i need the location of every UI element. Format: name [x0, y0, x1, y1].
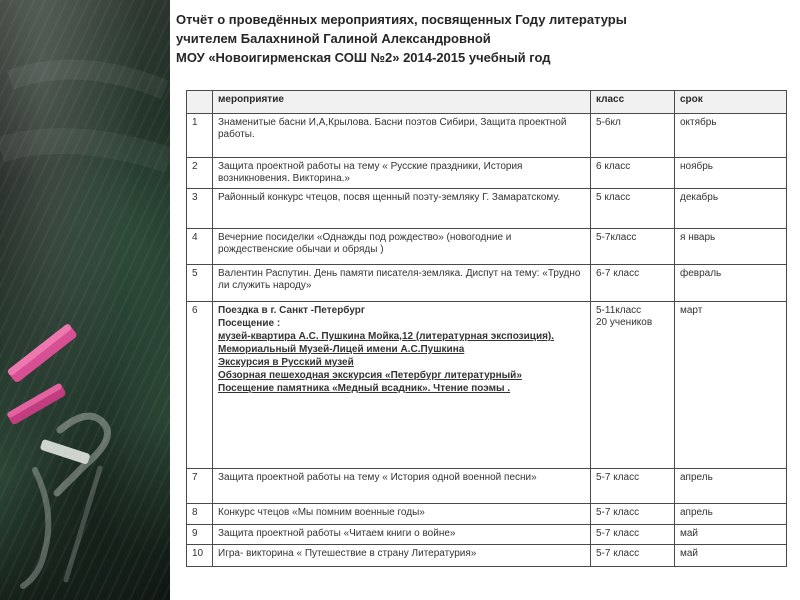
event-link-line[interactable]: музей-квартира А.С. Пушкина Мойка,12 (литературная экспозиция).: [218, 331, 555, 342]
event-link-line[interactable]: Обзорная пешеходная экскурсия «Петербург литературный»: [218, 370, 522, 381]
term-cell: май: [675, 545, 787, 567]
event-cell: Конкурс чтецов «Мы помним военные годы»: [213, 504, 591, 525]
title-line-1: Отчёт о проведённых мероприятиях, посвященных Году литературы: [176, 12, 627, 27]
header-number: [187, 91, 213, 114]
grade-line: 20 учеников: [596, 317, 653, 328]
row-number: 8: [187, 504, 213, 525]
header-event: мероприятие: [213, 91, 591, 114]
grade-cell: 6-7 класс: [591, 265, 675, 302]
events-table: [186, 90, 787, 567]
event-cell: Знаменитые басни И,А,Крылова. Басни поэтов Сибири, Защита проектной работы.: [213, 114, 591, 158]
row-number: 9: [187, 525, 213, 545]
term-cell: апрель: [675, 469, 787, 504]
event-cell: Районный конкурс чтецов, посвя щенный поэту-земляку Г. Замаратскому.: [213, 189, 591, 229]
grade-cell: 5-7класс: [591, 229, 675, 265]
grade-cell: 5-6кл: [591, 114, 675, 158]
row-number: 5: [187, 265, 213, 302]
row-number: 3: [187, 189, 213, 229]
term-cell: май: [675, 525, 787, 545]
table-row: [187, 525, 787, 545]
row-number: 2: [187, 158, 213, 189]
table-row: [187, 504, 787, 525]
event-link-line[interactable]: Посещение памятника «Медный всадник». Чтение поэмы .: [218, 383, 511, 394]
term-cell: апрель: [675, 504, 787, 525]
event-link-line[interactable]: Мемориальный Музей-Лицей имени А.С.Пушкина: [218, 344, 465, 355]
event-cell: Защита проектной работы «Читаем книги о войне»: [213, 525, 591, 545]
table-row: [187, 469, 787, 504]
chalk-decoration: [0, 0, 170, 600]
grade-cell: 5-7 класс: [591, 469, 675, 504]
row-number: 4: [187, 229, 213, 265]
grade-cell: 5-7 класс: [591, 525, 675, 545]
chalkboard-image: [0, 0, 170, 600]
term-cell: март: [675, 302, 787, 469]
term-cell: декабрь: [675, 189, 787, 229]
white-chalk-stick: [40, 439, 91, 465]
table-row: [187, 229, 787, 265]
event-cell: Игра- викторина « Путешествие в страну Литературия»: [213, 545, 591, 567]
event-line: Посещение :: [218, 318, 281, 329]
grade-cell: [591, 302, 675, 469]
event-cell: Вечерние посиделки «Однажды под рождество» (новогодние и рождественские обычаи и обряды ): [213, 229, 591, 265]
event-link-line[interactable]: Экскурсия в Русский музей: [218, 357, 354, 368]
table-row-trip: [187, 302, 787, 469]
table-row: [187, 114, 787, 158]
title-line-3: МОУ «Новоигирменская СОШ №2» 2014-2015 учебный год: [176, 50, 551, 65]
event-cell: Защита проектной работы на тему « Русские праздники, История возникновения. Викторина.»: [213, 158, 591, 189]
table-row: [187, 265, 787, 302]
row-number: 10: [187, 545, 213, 567]
pink-chalk-stick-2: [6, 382, 67, 425]
row-number: 6: [187, 302, 213, 469]
header-grade: класс: [591, 91, 675, 114]
event-cell: [213, 302, 591, 469]
term-cell: октябрь: [675, 114, 787, 158]
table-row: [187, 545, 787, 567]
event-cell: Валентин Распутин. День памяти писателя-земляка. Диспут на тему: «Трудно ли служить народу»: [213, 265, 591, 302]
event-line: Поездка в г. Санкт -Петербург: [218, 305, 366, 316]
title-line-2: учителем Балахниной Галиной Александровной: [176, 31, 491, 46]
term-cell: ноябрь: [675, 158, 787, 189]
table-row: [187, 158, 787, 189]
grade-line: 5-11класс: [596, 305, 642, 316]
term-cell: февраль: [675, 265, 787, 302]
row-number: 7: [187, 469, 213, 504]
grade-cell: 5-7 класс: [591, 545, 675, 567]
table-header-row: [187, 91, 787, 114]
header-term: срок: [675, 91, 787, 114]
grade-cell: 5-7 класс: [591, 504, 675, 525]
grade-cell: 5 класс: [591, 189, 675, 229]
row-number: 1: [187, 114, 213, 158]
pink-chalk-stick: [7, 323, 78, 384]
event-cell: Защита проектной работы на тему « История одной военной песни»: [213, 469, 591, 504]
term-cell: я нварь: [675, 229, 787, 265]
slide-title: [176, 10, 790, 67]
grade-cell: 6 класс: [591, 158, 675, 189]
table-row: [187, 189, 787, 229]
